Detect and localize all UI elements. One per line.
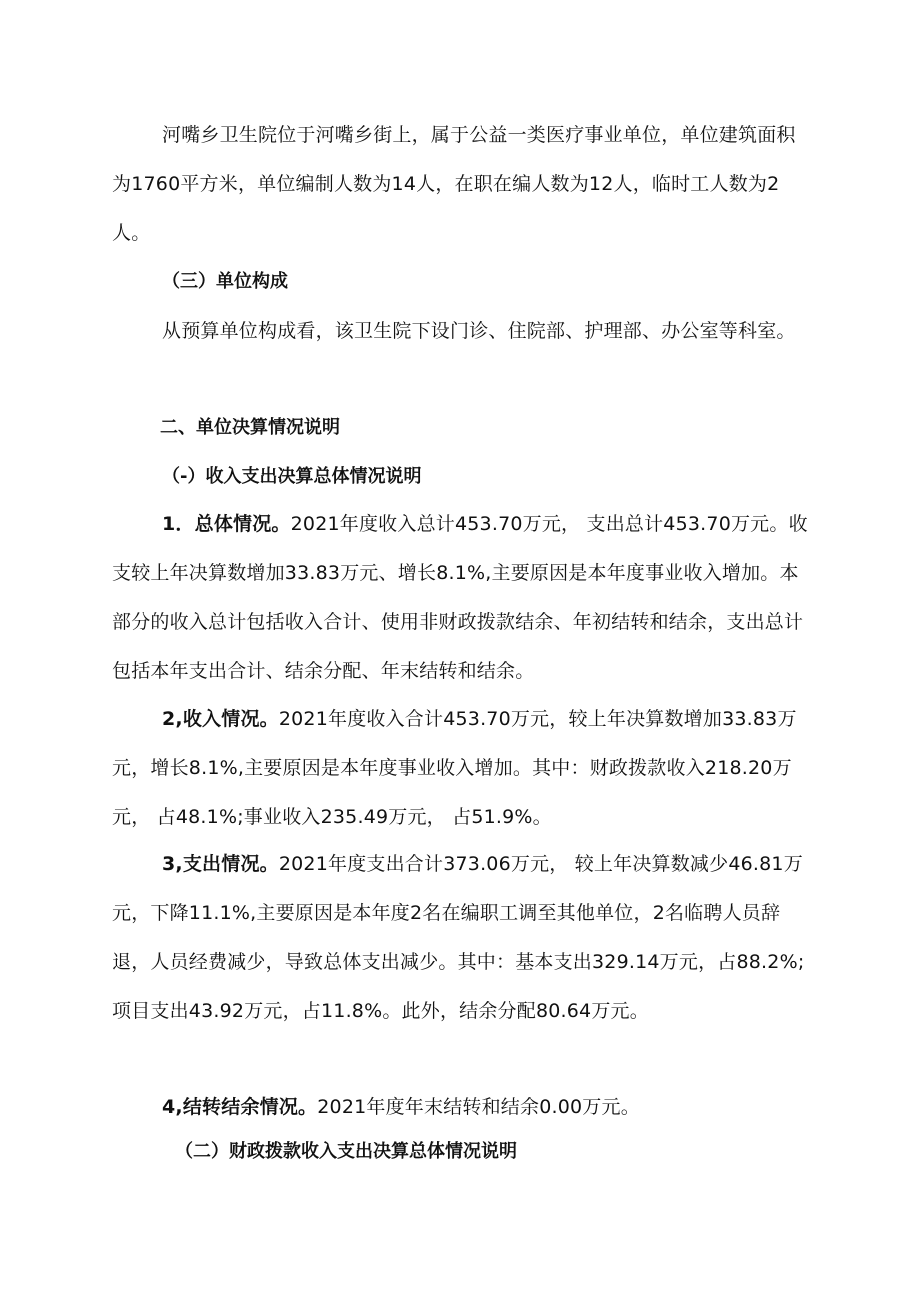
heading-unit-composition: （三）单位构成	[162, 271, 288, 292]
paragraph-composition	[112, 307, 812, 356]
item4-lead: 4,结转结余情况。	[162, 1096, 318, 1118]
paragraph-item1	[112, 500, 812, 696]
paragraph-intro	[112, 111, 812, 258]
heading-sub1: （-）收入支出决算总体情况说明	[162, 466, 422, 487]
intro-text: 河嘴乡卫生院位于河嘴乡街上，属于公益一类医疗事业单位，单位建筑面积为1760平方米，单位编制人数为14人，在职在编人数为12人，临时工人数为2人。	[112, 124, 796, 244]
item1-body: 2021年度收入总计453.70万元， 支出总计453.70万元。收支较上年决算数增加33.83万元、增长8.1%,主要原因是本年度事业收入增加。本部分的收入总计包括收入合计、使用非财政拨款结余、年初结转和结余，支出总计包括本年支出合计、结余分配、年末结转和结余。	[112, 513, 808, 682]
item1-lead: 1．总体情况。	[162, 513, 291, 535]
item3-body: 2021年度支出合计373.06万元， 较上年决算数减少46.81万元，下降11.1%,主要原因是本年度2名在编职工调至其他单位，2名临聘人员辞退，人员经费减少，导致总体支出减少。其中：基本支出329.14万元，占88.2%;项目支出43.92万元，占11.8%。此外，结余分配80.64万元。	[112, 853, 805, 1022]
paragraph-item2	[112, 695, 812, 842]
heading-sub2: （二）财政拨款收入支出决算总体情况说明	[175, 1141, 517, 1162]
heading-section2: 二、单位决算情况说明	[160, 417, 340, 438]
paragraph-item4	[112, 1083, 812, 1132]
item2-body: 2021年度收入合计453.70万元，较上年决算数增加33.83万元，增长8.1%,主要原因是本年度事业收入增加。其中：财政拨款收入218.20万元， 占48.1%;事业收入235.49万元， 占51.9%。	[112, 708, 797, 828]
item3-lead: 3,支出情况。	[162, 853, 279, 875]
composition-text: 从预算单位构成看，该卫生院下设门诊、住院部、护理部、办公室等科室。	[162, 320, 796, 342]
item2-lead: 2,收入情况。	[162, 708, 279, 730]
paragraph-item3	[112, 840, 812, 1036]
item4-body: 2021年度年末结转和结余0.00万元。	[317, 1096, 640, 1118]
